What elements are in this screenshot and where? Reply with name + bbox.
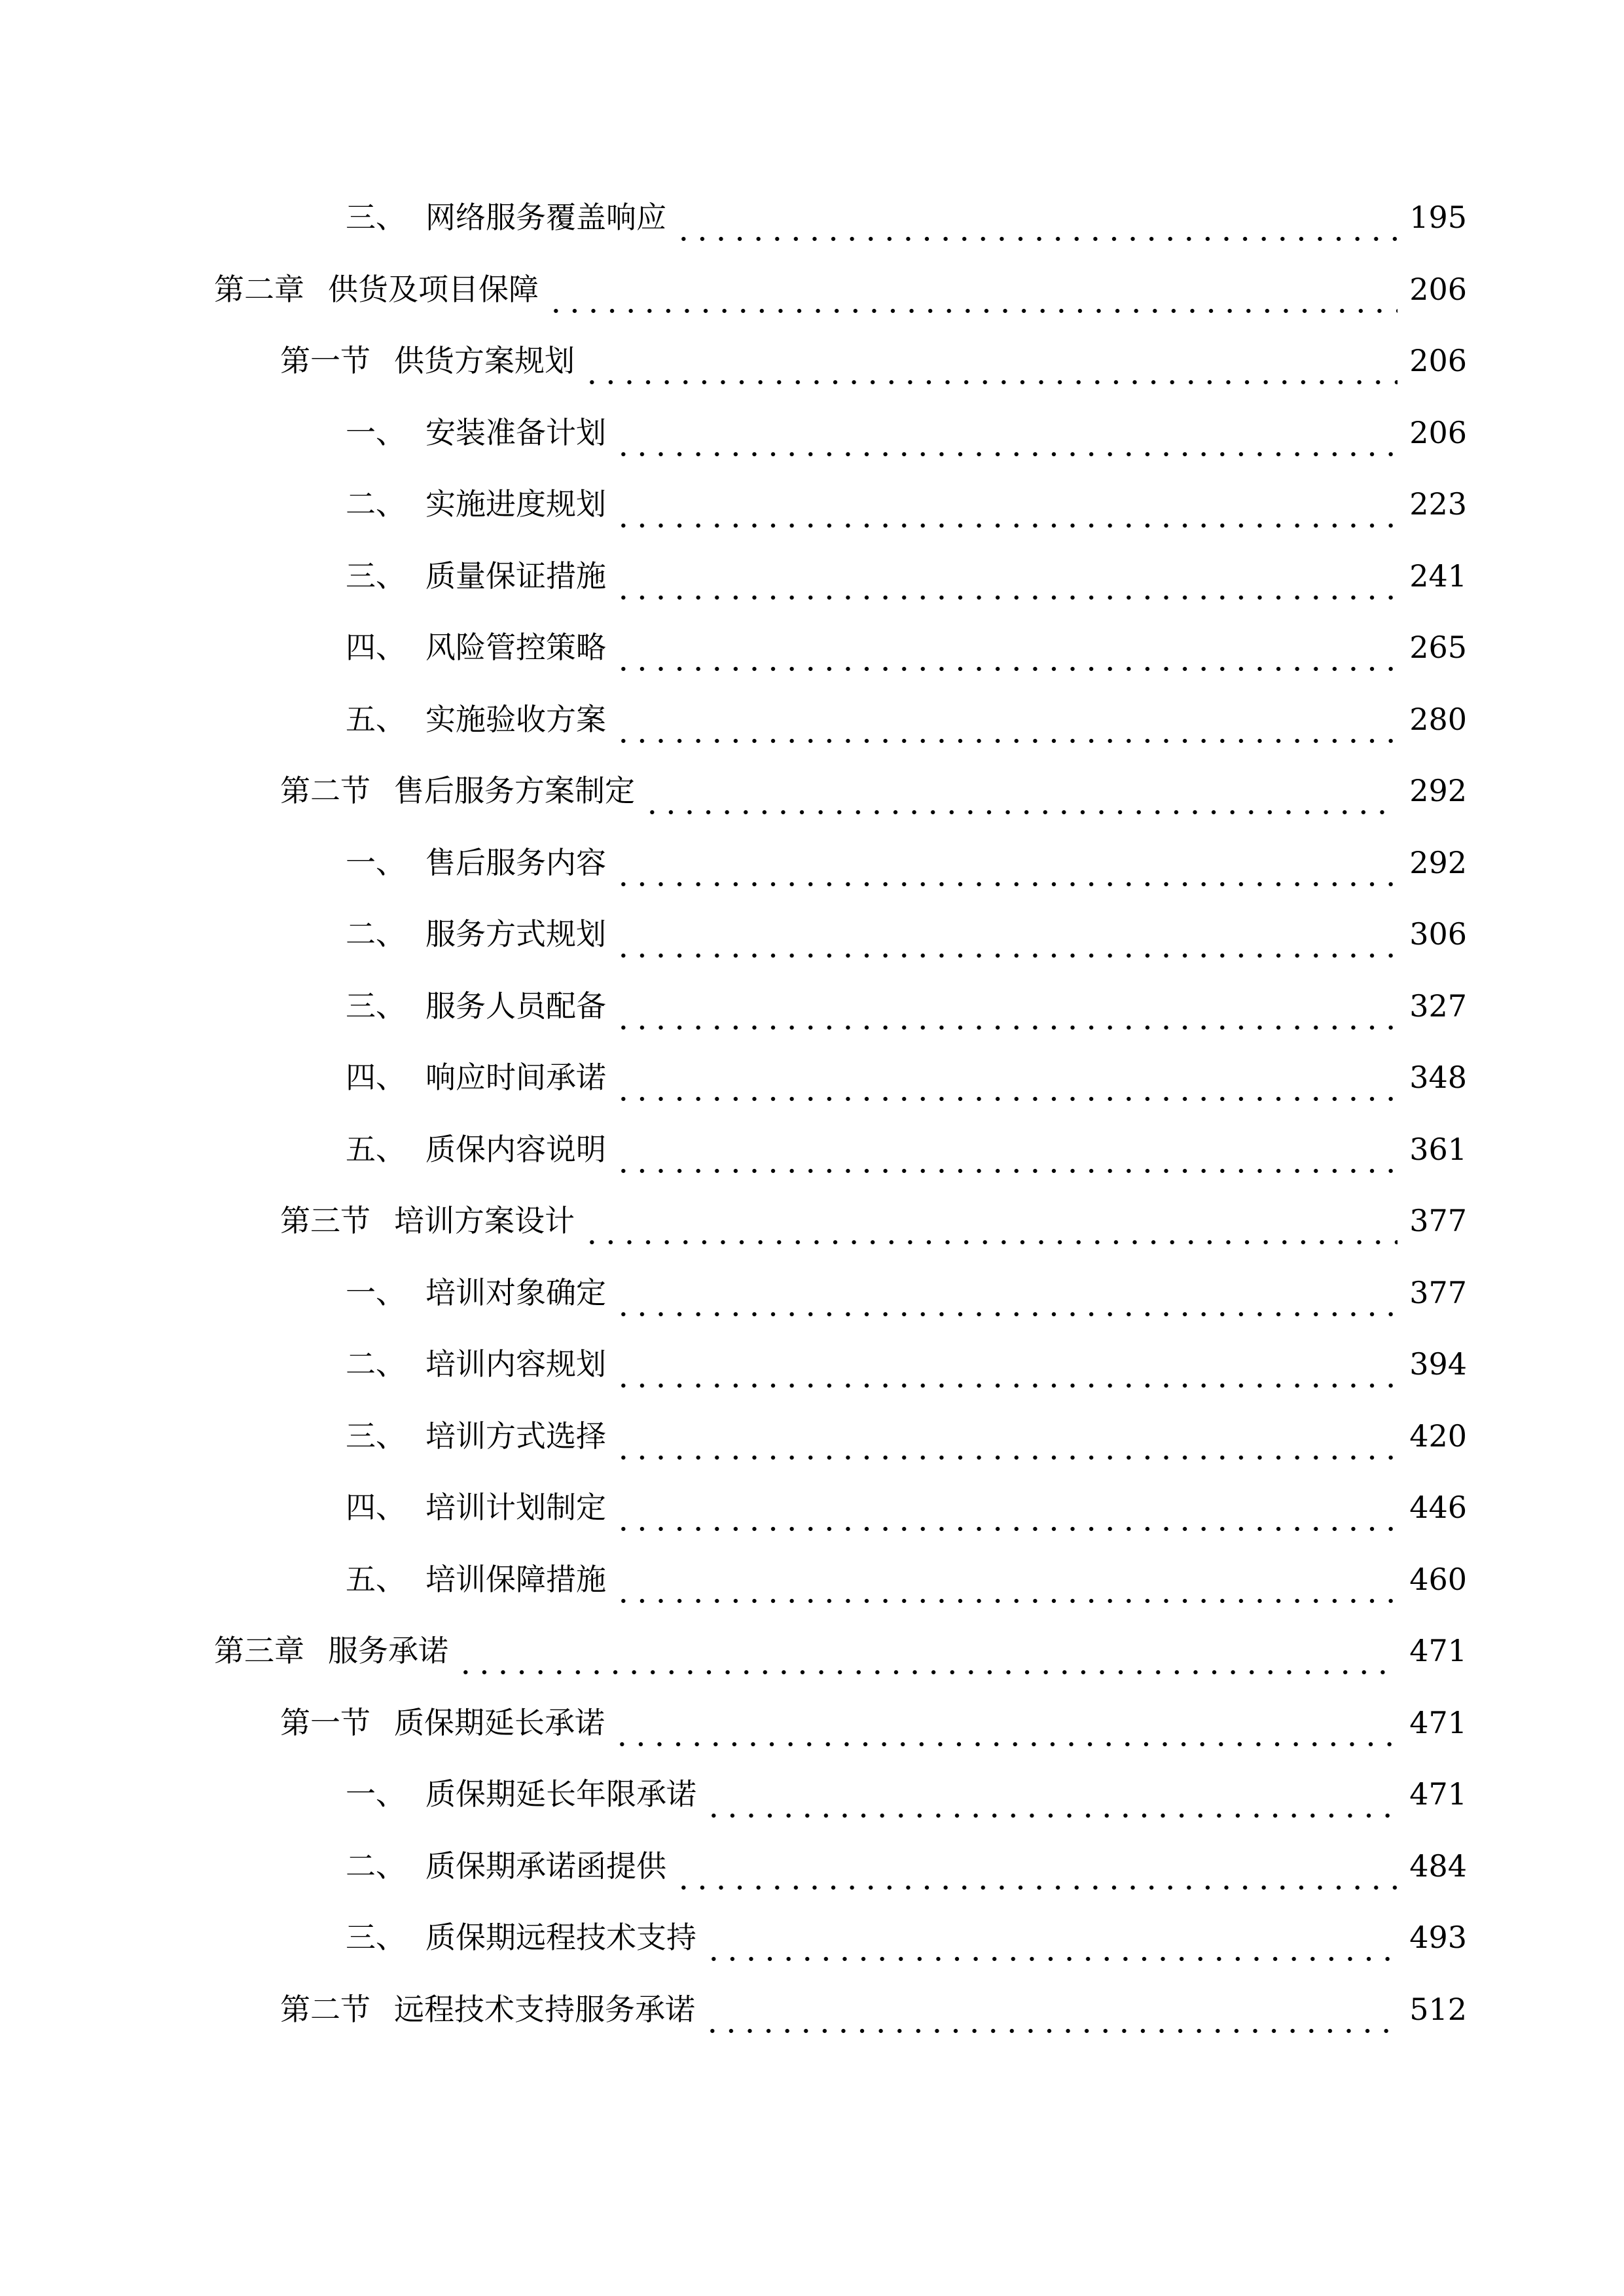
dot-leader <box>614 1431 1398 1462</box>
toc-entry[interactable] <box>214 263 1467 315</box>
dot-leader <box>614 571 1398 601</box>
toc-entry-title: 网络服务覆盖响应 <box>425 200 666 235</box>
toc-entry-number: 二、 <box>346 1346 406 1382</box>
dot-leader <box>674 213 1398 243</box>
dot-leader <box>614 499 1398 529</box>
toc-entry[interactable] <box>346 1553 1467 1605</box>
toc-entry[interactable] <box>346 478 1467 530</box>
toc-entry[interactable] <box>280 1194 1467 1247</box>
toc-entry-number: 三、 <box>346 1418 406 1454</box>
toc-entry-title: 质保内容说明 <box>425 1131 606 1167</box>
toc-entry[interactable] <box>346 836 1467 889</box>
toc-entry[interactable] <box>346 1266 1467 1319</box>
dot-leader <box>614 1145 1398 1175</box>
toc-entry-title: 培训内容规划 <box>425 1346 606 1382</box>
toc-entry-number: 一、 <box>346 1776 406 1812</box>
dot-leader <box>614 1359 1398 1390</box>
toc-entry-title: 响应时间承诺 <box>425 1060 606 1095</box>
toc-entry-number: 第二节 <box>280 1991 370 2027</box>
toc-entry-page-number: 206 <box>1409 271 1467 307</box>
toc-entry-page-number: 292 <box>1409 844 1467 880</box>
toc-entry-number: 二、 <box>346 1848 406 1884</box>
toc-entry-title: 服务方式规划 <box>425 916 606 952</box>
toc-entry-number: 五、 <box>346 1561 406 1597</box>
toc-entry-title: 实施进度规划 <box>425 486 606 522</box>
toc-entry-title: 服务承诺 <box>328 1633 448 1668</box>
toc-entry-page-number: 327 <box>1409 988 1467 1024</box>
toc-entry-title: 风险管控策略 <box>425 630 606 665</box>
toc-entry-title: 供货及项目保障 <box>328 271 539 307</box>
toc-entry-title: 质保期延长年限承诺 <box>425 1776 696 1812</box>
toc-entry-number: 二、 <box>346 486 406 522</box>
toc-entry-title: 质保期延长承诺 <box>394 1704 605 1740</box>
toc-entry-title: 培训方案设计 <box>394 1203 575 1238</box>
dot-leader <box>614 1503 1398 1533</box>
toc-entry-page-number: 471 <box>1409 1633 1467 1668</box>
toc-entry[interactable] <box>280 1983 1467 2036</box>
toc-entry-page-number: 377 <box>1409 1274 1467 1310</box>
dot-leader <box>703 2005 1398 2035</box>
dot-leader <box>643 786 1398 816</box>
toc-entry[interactable] <box>346 1768 1467 1820</box>
dot-leader <box>704 1933 1398 1963</box>
toc-entry-title: 质保期远程技术支持 <box>425 1920 696 1955</box>
toc-entry[interactable] <box>280 1696 1467 1749</box>
dot-leader <box>704 1789 1398 1820</box>
dot-leader <box>614 643 1398 673</box>
toc-entry-page-number: 394 <box>1409 1346 1467 1382</box>
toc-entry-page-number: 265 <box>1409 630 1467 665</box>
toc-entry-number: 三、 <box>346 988 406 1024</box>
toc-entry[interactable] <box>346 406 1467 459</box>
toc-entry-page-number: 280 <box>1409 701 1467 737</box>
toc-entry-page-number: 306 <box>1409 916 1467 952</box>
toc-entry-page-number: 223 <box>1409 486 1467 522</box>
toc-entry-number: 五、 <box>346 1131 406 1167</box>
toc-entry-number: 第一节 <box>280 343 370 378</box>
toc-entry-number: 第二章 <box>214 271 304 307</box>
toc-entry-title: 售后服务内容 <box>425 844 606 880</box>
toc-entry-number: 第一节 <box>280 1704 370 1740</box>
toc-entry-page-number: 206 <box>1409 414 1467 450</box>
toc-entry-page-number: 420 <box>1409 1418 1467 1454</box>
toc-entry-title: 服务人员配备 <box>425 988 606 1024</box>
toc-entry-title: 安装准备计划 <box>425 414 606 450</box>
dot-leader <box>613 1718 1398 1748</box>
toc-entry[interactable] <box>280 334 1467 387</box>
toc-entry-title: 售后服务方案制定 <box>394 773 635 808</box>
toc-entry[interactable] <box>346 621 1467 673</box>
toc-entry[interactable] <box>346 1123 1467 1175</box>
toc-entry-number: 一、 <box>346 844 406 880</box>
toc-entry-number: 三、 <box>346 200 406 235</box>
toc-entry[interactable] <box>346 1911 1467 1964</box>
toc-entry-page-number: 206 <box>1409 343 1467 378</box>
toc-entry-number: 三、 <box>346 558 406 594</box>
toc-entry-page-number: 292 <box>1409 773 1467 808</box>
toc-entry[interactable] <box>346 191 1467 243</box>
toc-entry[interactable] <box>346 1410 1467 1462</box>
dot-leader <box>674 1861 1398 1892</box>
toc-entry[interactable] <box>346 908 1467 960</box>
toc-entry-page-number: 195 <box>1409 200 1467 235</box>
toc-entry-page-number: 493 <box>1409 1920 1467 1955</box>
toc-entry[interactable] <box>346 980 1467 1032</box>
dot-leader <box>583 1216 1398 1246</box>
toc-entry-number: 四、 <box>346 1060 406 1095</box>
toc-entry-page-number: 348 <box>1409 1060 1467 1095</box>
toc-entry-title: 实施验收方案 <box>425 701 606 737</box>
toc-entry[interactable] <box>346 550 1467 602</box>
dot-leader <box>614 1288 1398 1318</box>
toc-entry-title: 供货方案规划 <box>394 343 575 378</box>
toc-entry-number: 二、 <box>346 916 406 952</box>
toc-entry[interactable] <box>214 1624 1467 1677</box>
toc-entry-page-number: 512 <box>1409 1991 1467 2027</box>
toc-entry-number: 一、 <box>346 414 406 450</box>
toc-entry-title: 远程技术支持服务承诺 <box>394 1991 695 2027</box>
toc-entry-title: 质量保证措施 <box>425 558 606 594</box>
toc-entry-number: 四、 <box>346 630 406 665</box>
toc-entry-number: 一、 <box>346 1274 406 1310</box>
toc-entry-title: 培训计划制定 <box>425 1490 606 1525</box>
toc-entry-number: 第二节 <box>280 773 370 808</box>
toc-entry-number: 第三节 <box>280 1203 370 1238</box>
toc-entry-page-number: 471 <box>1409 1704 1467 1740</box>
toc-entry-page-number: 361 <box>1409 1131 1467 1167</box>
toc-entry-page-number: 484 <box>1409 1848 1467 1884</box>
dot-leader <box>614 428 1398 458</box>
toc-entry-number: 四、 <box>346 1490 406 1525</box>
toc-entry-number: 五、 <box>346 701 406 737</box>
toc-entry[interactable] <box>346 1051 1467 1103</box>
toc-entry-number: 三、 <box>346 1920 406 1955</box>
toc-entry-title: 培训对象确定 <box>425 1274 606 1310</box>
dot-leader <box>547 285 1398 315</box>
toc-entry-page-number: 241 <box>1409 558 1467 594</box>
toc-entry-title: 培训保障措施 <box>425 1561 606 1597</box>
dot-leader <box>614 1073 1398 1103</box>
toc-entry-number: 第三章 <box>214 1633 304 1668</box>
toc-entry[interactable] <box>346 693 1467 745</box>
dot-leader <box>614 929 1398 960</box>
toc-entry-page-number: 377 <box>1409 1203 1467 1238</box>
dot-leader <box>614 715 1398 745</box>
dot-leader <box>456 1646 1398 1676</box>
dot-leader <box>614 1001 1398 1031</box>
toc-entry[interactable] <box>346 1840 1467 1892</box>
toc-entry[interactable] <box>346 1338 1467 1390</box>
dot-leader <box>614 858 1398 888</box>
toc-entry-page-number: 471 <box>1409 1776 1467 1812</box>
dot-leader <box>614 1575 1398 1605</box>
dot-leader <box>583 356 1398 386</box>
toc-entry[interactable] <box>280 764 1467 817</box>
toc-entry-title: 培训方式选择 <box>425 1418 606 1454</box>
toc-entry-title: 质保期承诺函提供 <box>425 1848 666 1884</box>
toc-entry-page-number: 460 <box>1409 1561 1467 1597</box>
toc-entry-page-number: 446 <box>1409 1490 1467 1525</box>
toc-entry[interactable] <box>346 1481 1467 1534</box>
